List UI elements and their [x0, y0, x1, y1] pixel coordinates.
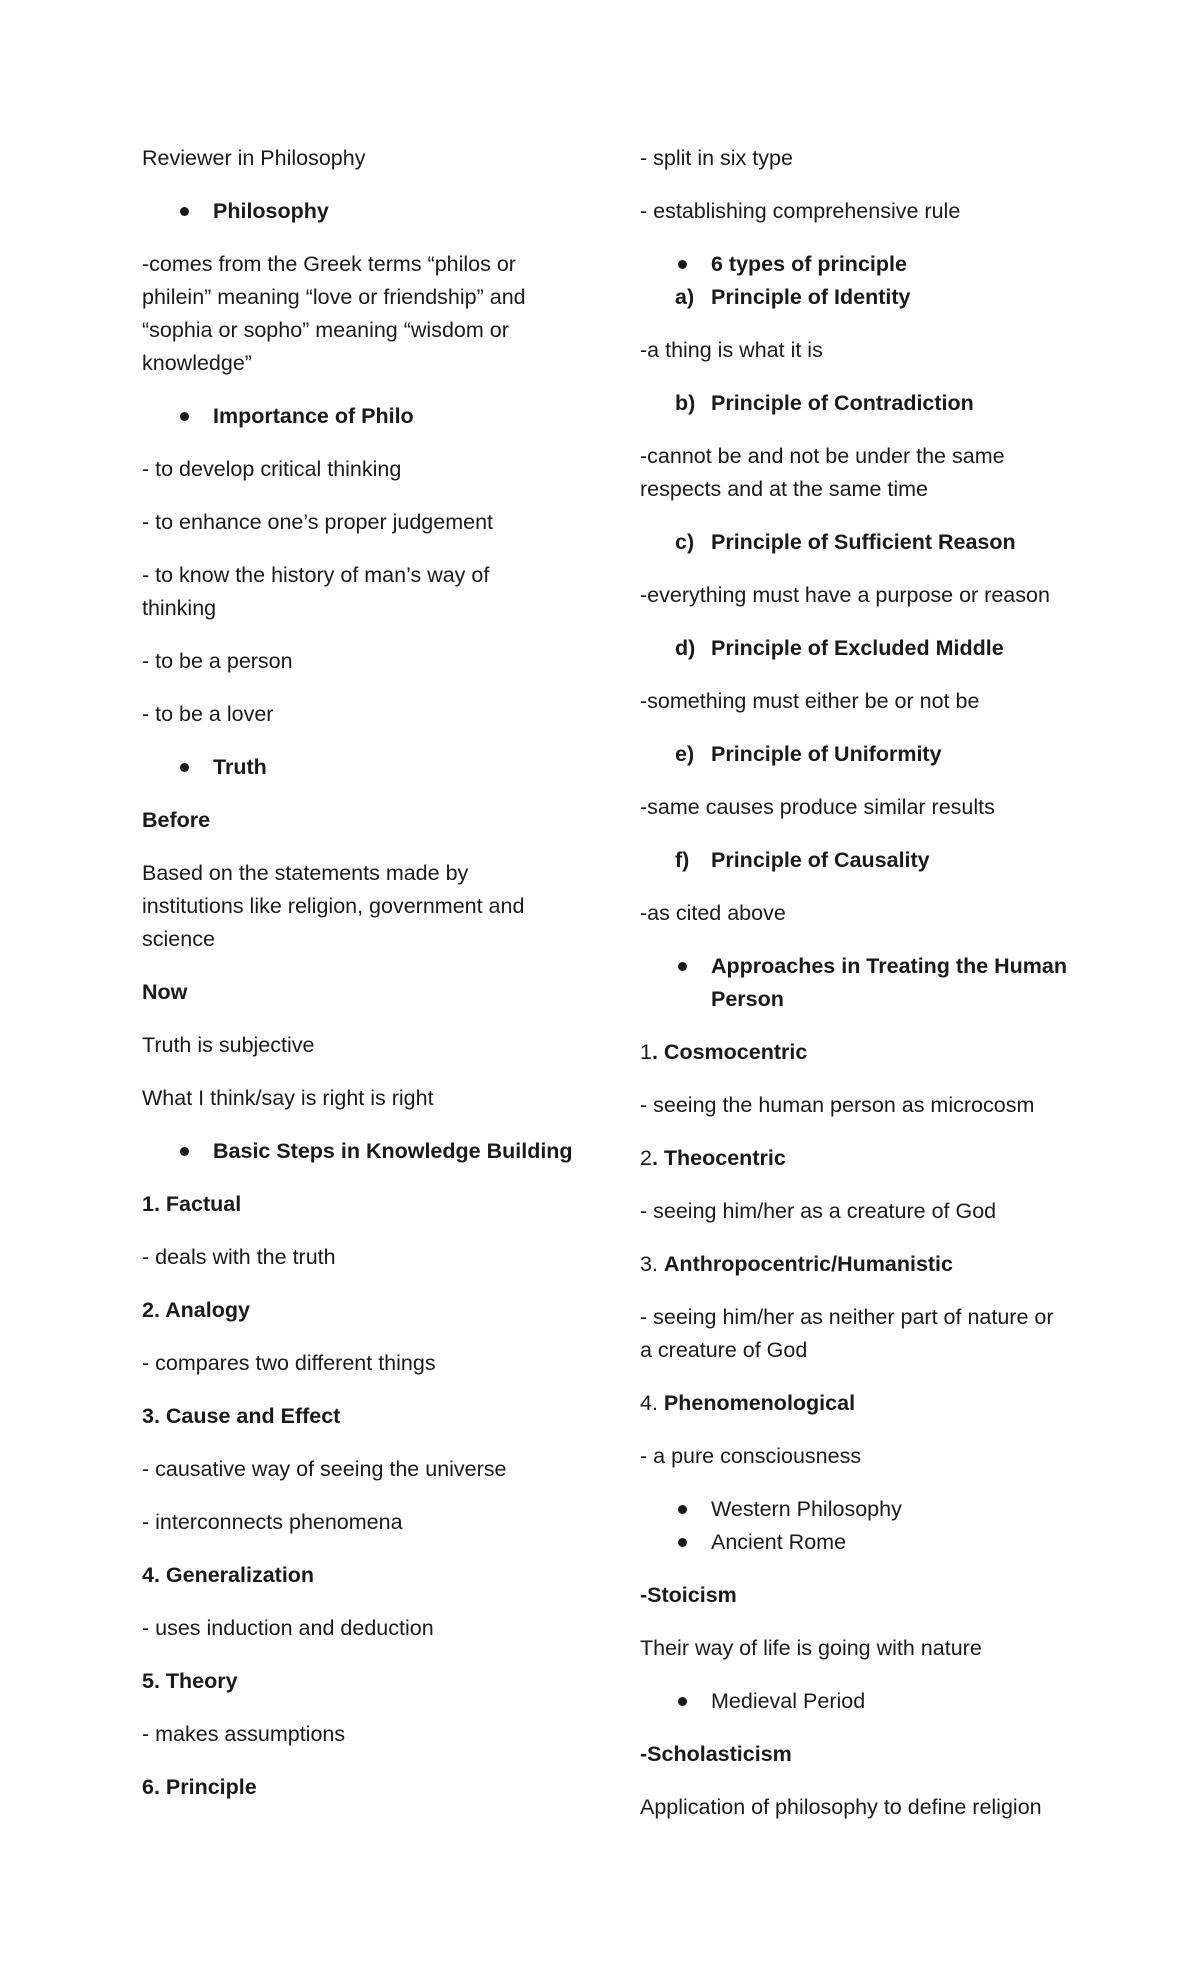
- principle-name: e) Principle of Uniformity: [711, 738, 942, 771]
- steps-heading: Basic Steps in Knowledge Building: [213, 1135, 573, 1168]
- importance-item: - to be a person: [142, 649, 293, 673]
- importance-item: - to know the history of man’s way of: [142, 563, 490, 587]
- principle-desc: -same causes produce similar results: [640, 795, 995, 819]
- principle-letter: a): [675, 285, 695, 309]
- approaches-heading-cont: Person: [711, 987, 784, 1011]
- approach-title: 2. Theocentric: [640, 1146, 786, 1170]
- approach-title: 4. Phenomenological: [640, 1391, 856, 1415]
- principle-name: a) Principle of Identity: [711, 281, 911, 314]
- approach-desc: - seeing the human person as microcosm: [640, 1093, 1035, 1117]
- step-title: 3. Cause and Effect: [142, 1404, 341, 1428]
- step-title: 5. Theory: [142, 1669, 238, 1693]
- approach-title: 1. Cosmocentric: [640, 1040, 808, 1064]
- principle-name: c) Principle of Sufficient Reason: [711, 526, 1016, 559]
- approach-title: 3. Anthropocentric/Humanistic: [640, 1252, 953, 1276]
- philosophy-def-line: -comes from the Greek terms “philos or: [142, 252, 516, 276]
- stoicism-label: -Stoicism: [640, 1583, 737, 1607]
- principle-name: b) Principle of Contradiction: [711, 387, 974, 420]
- step-desc: - causative way of seeing the universe: [142, 1457, 507, 1481]
- before-text-line: Based on the statements made by: [142, 861, 469, 885]
- principle-note: - split in six type: [640, 146, 793, 170]
- document-title: Reviewer in Philosophy: [142, 146, 366, 170]
- principle-desc: -a thing is what it is: [640, 338, 823, 362]
- importance-item: thinking: [142, 596, 217, 620]
- importance-item: - to develop critical thinking: [142, 457, 402, 481]
- approach-desc: - seeing him/her as a creature of God: [640, 1199, 997, 1223]
- principle-letter: f): [675, 848, 690, 872]
- principle-name: d) Principle of Excluded Middle: [711, 632, 1004, 665]
- step-title: 4. Generalization: [142, 1563, 315, 1587]
- medieval-bullet: Medieval Period: [711, 1685, 865, 1718]
- scholasticism-label: -Scholasticism: [640, 1742, 792, 1766]
- philosophy-def-line: knowledge”: [142, 351, 252, 375]
- step-title: 6. Principle: [142, 1775, 257, 1799]
- western-bullet: Western Philosophy: [711, 1493, 902, 1526]
- principle-letter: d): [675, 636, 696, 660]
- step-desc: - deals with the truth: [142, 1245, 336, 1269]
- step-desc: - compares two different things: [142, 1351, 436, 1375]
- principle-letter: b): [675, 391, 696, 415]
- step-desc: - interconnects phenomena: [142, 1510, 403, 1534]
- approach-desc: - seeing him/her as neither part of nature or: [640, 1305, 1054, 1329]
- philosophy-heading: Philosophy: [213, 195, 329, 228]
- philosophy-def-line: “sophia or sopho” meaning “wisdom or: [142, 318, 509, 342]
- step-desc: - makes assumptions: [142, 1722, 346, 1746]
- principle-types-heading: 6 types of principle: [711, 248, 907, 281]
- principle-desc: -something must either be or not be: [640, 689, 980, 713]
- before-text-line: science: [142, 927, 215, 951]
- before-text-line: institutions like religion, government and: [142, 894, 525, 918]
- principle-desc: -cannot be and not be under the same: [640, 444, 1005, 468]
- importance-item: - to enhance one’s proper judgement: [142, 510, 494, 534]
- principle-desc: -everything must have a purpose or reason: [640, 583, 1050, 607]
- stoicism-text: Their way of life is going with nature: [640, 1636, 982, 1660]
- approach-desc: - a pure consciousness: [640, 1444, 862, 1468]
- principle-name: f) Principle of Causality: [711, 844, 930, 877]
- now-text-line: Truth is subjective: [142, 1033, 315, 1057]
- step-title: 2. Analogy: [142, 1298, 250, 1322]
- now-text-line: What I think/say is right is right: [142, 1086, 434, 1110]
- approach-desc: a creature of God: [640, 1338, 808, 1362]
- philosophy-def-line: philein” meaning “love or friendship” and: [142, 285, 526, 309]
- truth-heading: Truth: [213, 751, 267, 784]
- principle-desc: respects and at the same time: [640, 477, 929, 501]
- principle-desc: -as cited above: [640, 901, 786, 925]
- approaches-heading: Approaches in Treating the Human: [711, 950, 1067, 983]
- western-bullet: Ancient Rome: [711, 1526, 846, 1559]
- principle-letter: c): [675, 530, 695, 554]
- now-label: Now: [142, 980, 188, 1004]
- importance-heading: Importance of Philo: [213, 400, 414, 433]
- principle-note: - establishing comprehensive rule: [640, 199, 961, 223]
- principle-letter: e): [675, 742, 695, 766]
- step-desc: - uses induction and deduction: [142, 1616, 434, 1640]
- step-title: 1. Factual: [142, 1192, 242, 1216]
- importance-item: - to be a lover: [142, 702, 274, 726]
- before-label: Before: [142, 808, 211, 832]
- scholasticism-text: Application of philosophy to define religion: [640, 1795, 1042, 1819]
